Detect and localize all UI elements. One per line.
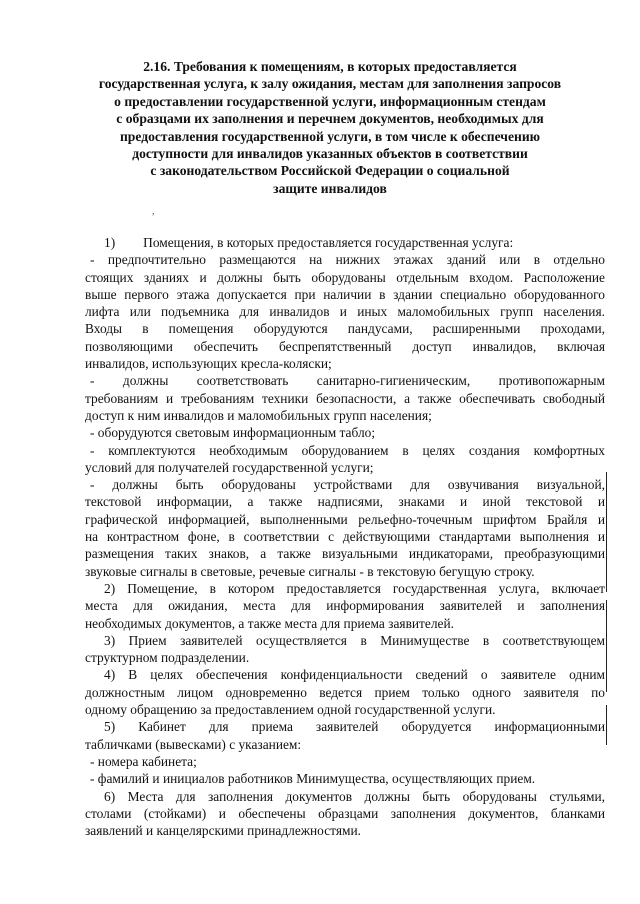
text-line: - предпочтительно размещаются на нижних этажах зданий или в отдельно — [90, 252, 605, 268]
text-line: структурном подразделении. — [85, 650, 250, 666]
text-line: места для ожидания, места для информирования заявителей и заполнения — [85, 598, 605, 614]
text-line: заявлений и канцелярскими принадлежностями. — [85, 823, 361, 839]
scan-margin-line — [606, 600, 607, 692]
text-line: - должны соответствовать санитарно-гигиеническим, противопожарным — [90, 373, 605, 389]
paragraph-1-item-d — [85, 442, 605, 477]
text-line: табличками (вывесками) с указанием: — [85, 736, 302, 752]
heading-line: доступности для инвалидов указанных объектов в соответствии — [132, 146, 528, 162]
text-line: 3) Прием заявителей осуществляется в Минимуществе в соответствующем — [104, 632, 605, 648]
text-line: позволяющими обеспечить беспрепятственный доступ инвалидов, включая — [85, 338, 605, 354]
heading-line: с образцами их заполнения и перечнем документов, необходимых для — [116, 111, 544, 127]
text-line: Входы в помещения оборудуются пандусами, расширенными проходами, — [85, 321, 605, 337]
paragraph-1-lead — [85, 234, 605, 251]
text-line: выше первого этажа допускается при наличии в здании специально оборудованного — [85, 286, 605, 302]
document-body — [85, 234, 605, 839]
paragraph-2 — [85, 580, 605, 632]
text-line: доступ к ним инвалидов и маломобильных групп населения; — [85, 407, 432, 423]
paragraph-number: 1) — [104, 235, 116, 250]
paragraph-4 — [85, 666, 605, 718]
paragraph-lead-text: Помещения, в которых предоставляется государственная услуга: — [143, 235, 514, 250]
text-line: 2) Помещение, в котором предоставляется государственная услуга, включает — [104, 580, 605, 596]
text-line: стоящих зданиях и должны быть оборудованы отдельным входом. Расположение — [85, 269, 605, 285]
text-line: требованиям и требованиям техники безопасности, а также обеспечивать свободный — [85, 390, 605, 406]
text-line: 4) В целях обеспечения конфиденциальности сведений о заявителе одним — [104, 667, 605, 683]
heading-line: о предоставлении государственной услуги, информационным стендам — [114, 93, 546, 109]
heading-line: 2.16. Требования к помещениям, в которых предоставляется — [143, 59, 517, 74]
paragraph-5-item-a: - номера кабинета; — [90, 753, 197, 769]
text-line: инвалидов, использующих кресла-коляски; — [85, 356, 332, 372]
scan-margin-line — [606, 472, 607, 592]
text-line: одному обращению за предоставлением одной государственной услуги. — [85, 702, 496, 718]
paragraph-1-item-b — [85, 372, 605, 424]
text-line: текстовой информации, а также надписями, знаками и иной текстовой и — [85, 494, 605, 510]
text-line: графической информацией, выполненными рельефно-точечным шрифтом Брайля и — [85, 511, 605, 527]
text-line: 6) Места для заполнения документов должны быть оборудованы стульями, — [104, 788, 605, 804]
text-line: размещения таких знаков, а также визуальными индикаторами, преобразующими — [85, 546, 605, 562]
heading-line: предоставления государственной услуги, в том числе к обеспечению — [119, 128, 541, 144]
text-line: 5) Кабинет для приема заявителей оборудуется информационными — [104, 719, 605, 735]
text-line: звуковые сигналы в световые, речевые сигналы - в текстовую бегущую строку. — [85, 563, 535, 579]
paragraph-1-item-c: - оборудуются световым информационным табло; — [90, 425, 376, 441]
text-line: лифта или подъемника для инвалидов и иных маломобильных групп населения. — [85, 304, 605, 320]
text-line: на контрастном фоне, в соответствии с действующими стандартами выполнения и — [85, 529, 605, 545]
paragraph-5-item-b: - фамилий и инициалов работников Минимущества, осуществляющих прием. — [90, 771, 536, 787]
text-line: столами (стойками) и обеспечены образцами заполнения документов, бланками — [85, 805, 605, 821]
text-line: - должны быть оборудованы устройствами для озвучивания визуальной, — [90, 477, 605, 493]
text-line: условий для получателей государственной услуги; — [85, 459, 374, 475]
separator-mark: , — [152, 206, 155, 217]
paragraph-1-item-e — [85, 476, 605, 580]
text-line: - комплектуются необходимым оборудованием в целях создания комфортных — [90, 442, 605, 458]
heading-line: государственная услуга, к залу ожидания, местам для заполнения запросов — [98, 76, 562, 92]
paragraph-1-item-a — [85, 251, 605, 372]
paragraph-6 — [85, 788, 605, 840]
scan-margin-line — [606, 705, 607, 745]
heading-line: с законодательством Российской Федерации о социальной — [150, 163, 510, 179]
text-line: должностным лицом одновременно ведется прием только одного заявителя по — [85, 684, 605, 700]
text-line: необходимых документов, а также места для приема заявителей. — [85, 615, 454, 631]
paragraph-3 — [85, 632, 605, 667]
heading-line: защите инвалидов — [273, 180, 387, 196]
paragraph-5 — [85, 718, 605, 753]
section-heading — [60, 58, 600, 197]
